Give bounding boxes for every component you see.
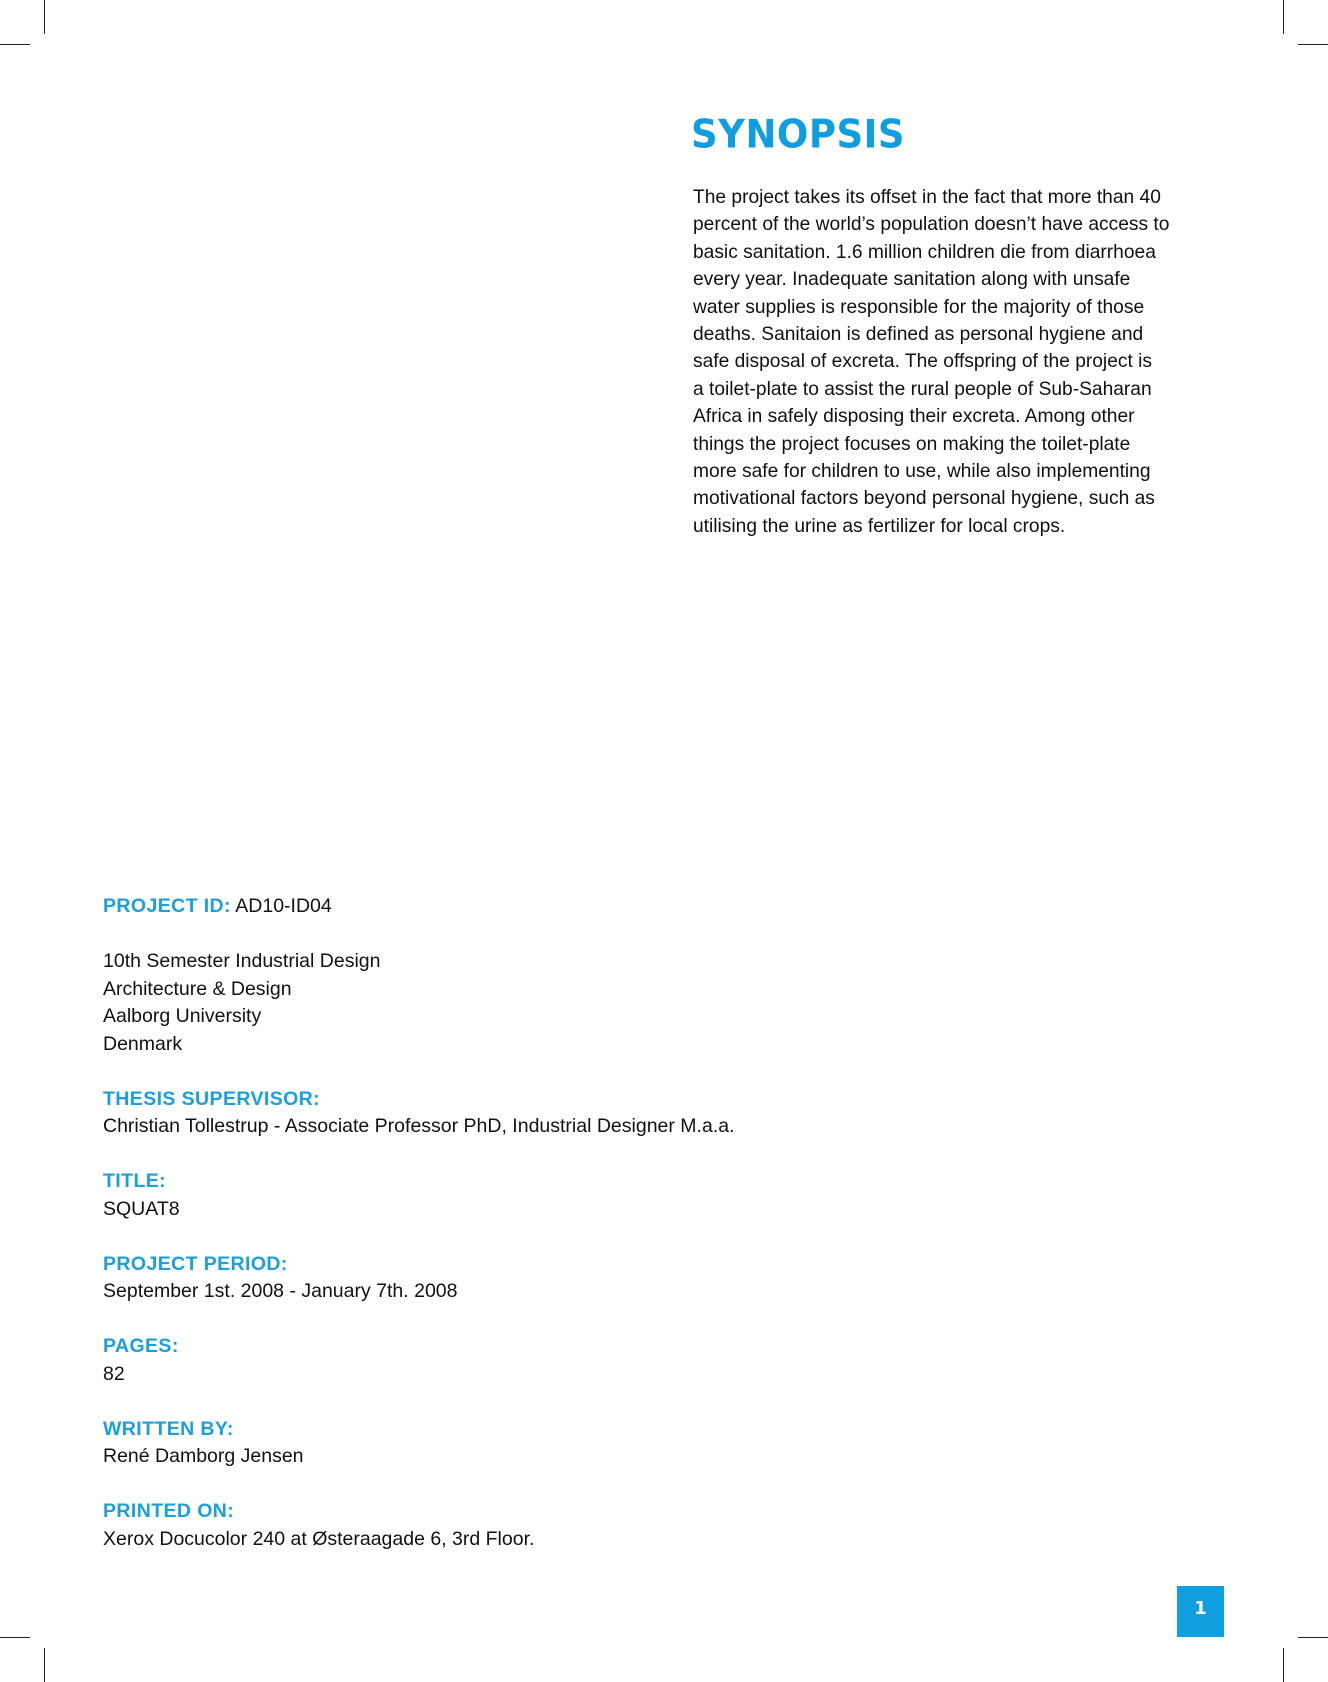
supervisor-value: Christian Tollestrup - Associate Professor PhD, Industrial Designer M.a.a. <box>103 1115 735 1137</box>
pages-label: PAGES: <box>103 1335 179 1357</box>
crop-mark-top-right-v <box>1283 0 1284 34</box>
crop-mark-bottom-left-h <box>0 1637 30 1638</box>
printed-block <box>103 1498 1003 1553</box>
project-id-value: AD10-ID04 <box>230 895 332 917</box>
printed-value: Xerox Docucolor 240 at Østeraagade 6, 3rd Floor. <box>103 1527 535 1550</box>
crop-mark-bottom-left-v <box>44 1648 45 1682</box>
crop-mark-top-left-v <box>44 0 45 34</box>
crop-mark-bottom-right-v <box>1283 1648 1284 1682</box>
pages-block <box>103 1333 1003 1388</box>
period-block <box>103 1251 1003 1306</box>
title-value: SQUAT8 <box>103 1197 180 1220</box>
crop-mark-top-left-h <box>0 44 30 45</box>
synopsis-body: The project takes its offset in the fact that more than 40 percent of the world’s population doesn’t have access to basic sanitation. 1.6 million children die from diarrhoea every year. Inadequate sanitation along with unsafe water supplies is responsible for the majority of those deaths. Sanitaion is defined as personal hygiene and safe disposal of excreta. The offspring of the project is a toilet-plate to assist the rural people of Sub-Saharan Africa in safely disposing their excreta. Among other things the project focuses on making the toilet-plate more safe for children to use, while also implementing motivational factors beyond personal hygiene, such as utilising the urine as fertilizer for local crops. <box>693 187 1170 537</box>
title-block <box>103 1168 1003 1223</box>
institution-line: Denmark <box>103 1032 183 1055</box>
author-block <box>103 1416 1003 1471</box>
author-label: WRITTEN BY: <box>103 1417 234 1440</box>
project-id-label: PROJECT ID: <box>103 895 231 917</box>
printed-label: PRINTED ON: <box>103 1500 235 1522</box>
page-number-badge <box>1177 1586 1224 1637</box>
synopsis-title: SYNOPSIS <box>691 112 906 158</box>
project-id-block <box>103 893 1003 921</box>
pages-value: 82 <box>103 1362 125 1385</box>
supervisor-label: THESIS SUPERVISOR: <box>103 1087 321 1110</box>
institution-line: 10th Semester Industrial Design <box>103 950 381 972</box>
institution-block <box>103 948 1003 1058</box>
period-value: September 1st. 2008 - January 7th. 2008 <box>103 1280 458 1302</box>
crop-mark-top-right-h <box>1298 44 1328 45</box>
author-value: René Damborg Jensen <box>103 1445 304 1467</box>
page-number: 1 <box>1194 1598 1207 1619</box>
crop-mark-bottom-right-h <box>1298 1637 1328 1638</box>
institution-line: Architecture & Design <box>103 977 292 1000</box>
institution-line: Aalborg University <box>103 1005 262 1027</box>
title-label: TITLE: <box>103 1170 167 1192</box>
period-label: PROJECT PERIOD: <box>103 1252 288 1275</box>
supervisor-block <box>103 1086 1003 1141</box>
project-metadata <box>103 893 1003 1581</box>
